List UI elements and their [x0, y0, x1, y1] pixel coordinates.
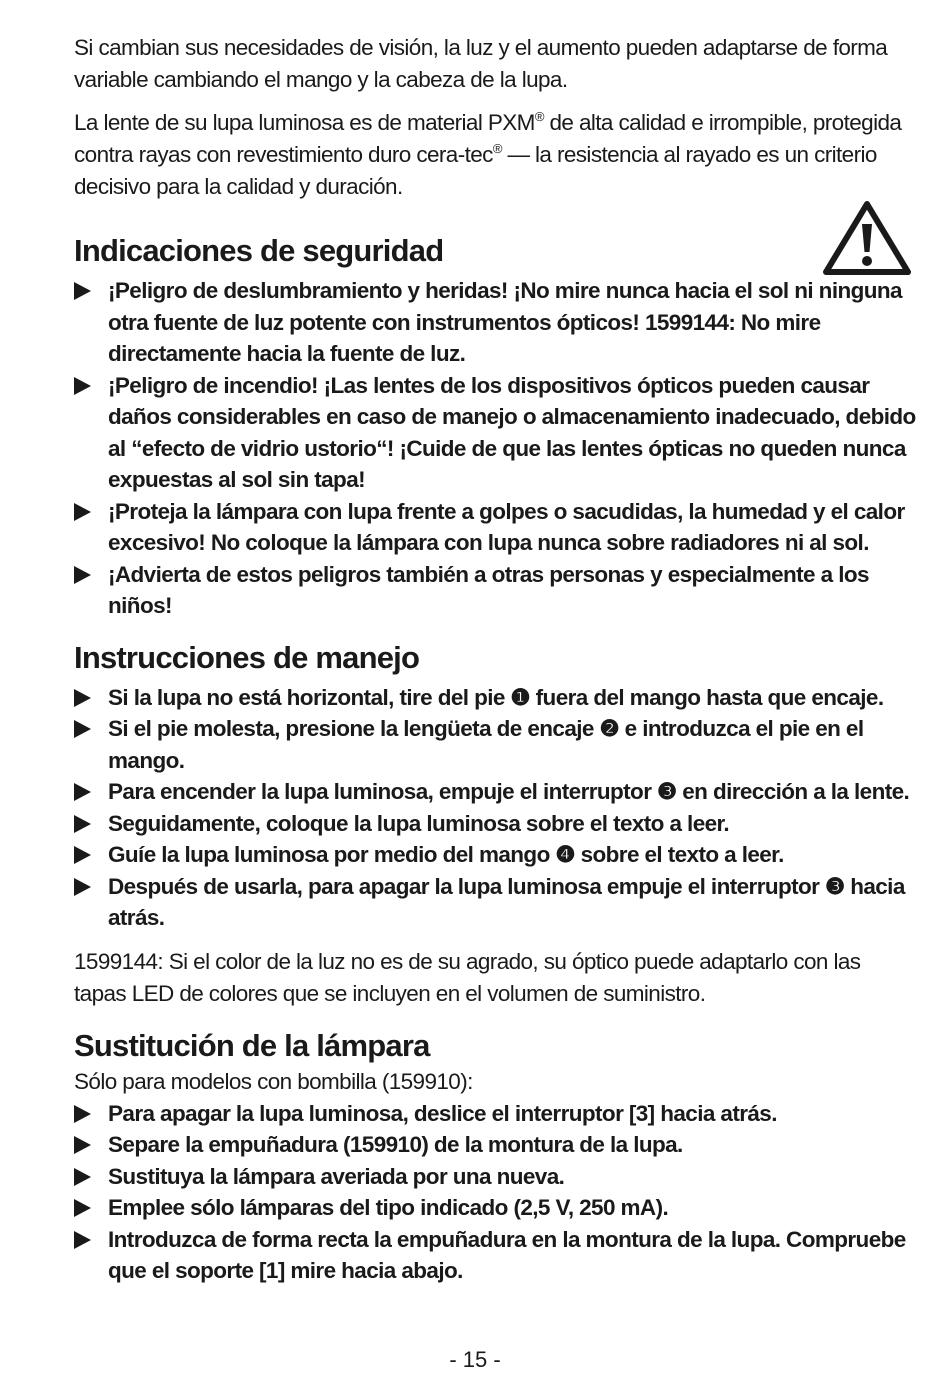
- arrow-bullet-icon: [74, 689, 91, 707]
- list-item-text: ¡Advierta de estos peligros también a otras personas y especialmente a los niños!: [108, 561, 869, 618]
- intro-paragraph-2: [74, 107, 916, 203]
- lamp-list: [74, 1098, 916, 1287]
- list-item-text: Introduzca de forma recta la empuñadura en la montura de la lupa. Compruebe que el soporte [1] mire hacia abajo.: [108, 1226, 906, 1283]
- arrow-bullet-icon: [74, 503, 91, 521]
- list-item-text: Si el pie molesta, presione la lengüeta de encaje ❷ e introduzca el pie en el mango.: [108, 716, 864, 773]
- arrow-bullet-icon: [74, 1136, 91, 1154]
- list-item-text: Emplee sólo lámparas del tipo indicado (2,5 V, 250 mA).: [108, 1195, 669, 1220]
- list-item-text: Separe la empuñadura (159910) de la montura de la lupa.: [108, 1132, 683, 1157]
- list-item: [74, 496, 916, 559]
- list-item-text: Seguidamente, coloque la lupa luminosa sobre el texto a leer.: [108, 810, 730, 836]
- lamp-intro: Sólo para modelos con bombilla (159910):: [74, 1068, 473, 1094]
- list-item: [74, 559, 916, 622]
- list-item-text: ¡Peligro de incendio! ¡Las lentes de los dispositivos ópticos pueden causar daños considerables en caso de manejo o almacenamiento inadecuado, debido al “efecto de vidrio ustorio“! ¡Cuide de que las lentes ópticas no queden nunca expuestas al sol sin tapa!: [108, 372, 916, 492]
- list-item-text: Guíe la lupa luminosa por medio del mango ❹ sobre el texto a leer.: [108, 842, 784, 867]
- arrow-bullet-icon: [74, 846, 91, 864]
- operation-list: [74, 682, 916, 934]
- registered-mark: ®: [534, 109, 544, 124]
- arrow-bullet-icon: [74, 1231, 91, 1249]
- list-item: [74, 1098, 916, 1130]
- intro-paragraph-1: Si cambian sus necesidades de visión, la luz y el aumento pueden adaptarse de forma variable cambiando el mango y la cabeza de la lupa.: [74, 35, 888, 92]
- intro-paragraph-2-a: La lente de su lupa luminosa es de material PXM: [74, 110, 535, 135]
- arrow-bullet-icon: [74, 566, 91, 584]
- list-item: [74, 871, 916, 934]
- list-item-text: Sustituya la lámpara averiada por una nueva.: [108, 1163, 565, 1189]
- arrow-bullet-icon: [74, 377, 91, 395]
- safety-heading: Indicaciones de seguridad: [74, 233, 444, 268]
- list-item: [74, 713, 916, 776]
- registered-mark: ®: [492, 141, 502, 156]
- intro-paragraph-2-b: de alta calidad e irrompible, protegida contra rayas con revestimiento duro cera-tec: [74, 110, 902, 167]
- safety-list: [74, 275, 916, 622]
- arrow-bullet-icon: [74, 1168, 91, 1186]
- arrow-bullet-icon: [74, 1199, 91, 1217]
- list-item: [74, 1129, 916, 1161]
- list-item: [74, 370, 916, 496]
- list-item: [74, 1192, 916, 1224]
- list-item: [74, 1224, 916, 1287]
- list-item-text: Para apagar la lupa luminosa, deslice el interruptor [3] hacia atrás.: [108, 1100, 777, 1126]
- list-item-text: ¡Proteja la lámpara con lupa frente a golpes o sacudidas, la humedad y el calor excesivo! No coloque la lámpara con lupa nunca sobre radiadores ni al sol.: [108, 498, 905, 555]
- arrow-bullet-icon: [74, 282, 91, 300]
- list-item: [74, 682, 916, 714]
- arrow-bullet-icon: [74, 815, 91, 833]
- list-item-text: Para encender la lupa luminosa, empuje el interruptor ❸ en dirección a la lente.: [108, 779, 910, 804]
- intro-paragraph-2-c: — la resistencia al rayado es un criterio decisivo para la calidad y duración.: [74, 142, 877, 199]
- operation-heading: Instrucciones de manejo: [74, 639, 420, 675]
- lamp-heading: Sustitución de la lámpara: [74, 1027, 430, 1063]
- list-item: [74, 808, 916, 840]
- list-item: [74, 1161, 916, 1193]
- list-item-text: Si la lupa no está horizontal, tire del pie ❶ fuera del mango hasta que encaje.: [108, 684, 884, 710]
- list-item: [74, 275, 916, 370]
- arrow-bullet-icon: [74, 1105, 91, 1123]
- arrow-bullet-icon: [74, 720, 91, 738]
- list-item-text: Después de usarla, para apagar la lupa luminosa empuje el interruptor ❸ hacia atrás.: [108, 873, 905, 930]
- operation-note: 1599144: Si el color de la luz no es de su agrado, su óptico puede adaptarlo con las tapas LED de colores que se incluyen en el volumen de suministro.: [74, 948, 861, 1006]
- list-item: [74, 839, 916, 871]
- arrow-bullet-icon: [74, 783, 91, 801]
- arrow-bullet-icon: [74, 878, 91, 896]
- list-item-text: ¡Peligro de deslumbramiento y heridas! ¡No mire nunca hacia el sol ni ninguna otra fuente de luz potente con instrumentos ópticos! 1599144: No mire directamente hacia la fuente de luz.: [108, 278, 902, 366]
- page-number: - 15 -: [449, 1347, 501, 1372]
- list-item: [74, 776, 916, 808]
- document-page: [74, 32, 916, 1287]
